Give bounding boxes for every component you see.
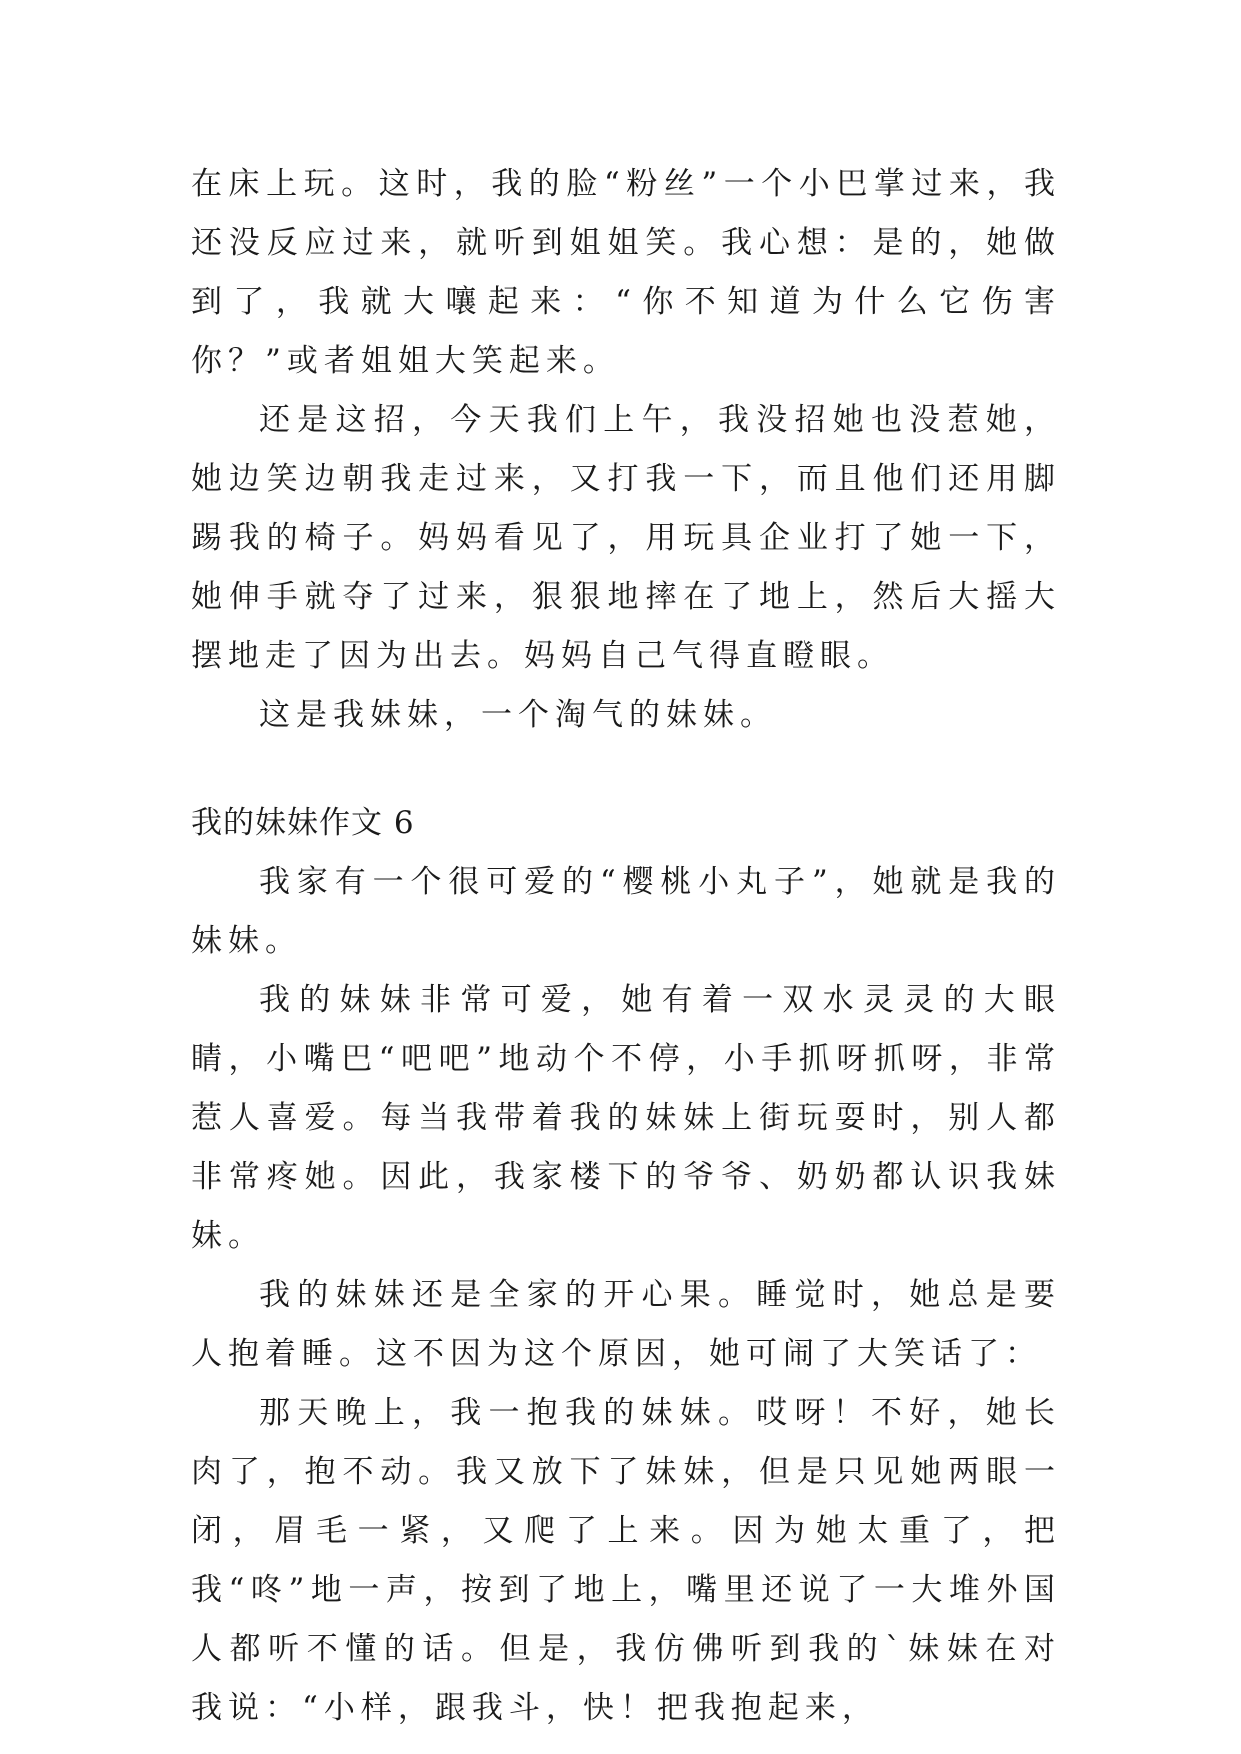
paragraph-7: 那天晚上，我一抱我的妹妹。哎呀！不好，她长肉了，抱不动。我又放下了妹妹，但是只见她两眼一闭，眉毛一紧，又爬了上来。因为她太重了，把我“咚”地一声，按到了地上，嘴里还说了一大堆外国人都听不懂的话。但是，我仿佛听到我的`妹妹在对我说：“小样，跟我斗，快！把我抱起来，	[191, 1395, 1061, 1726]
section-heading: 我的妹妹作文 6	[191, 805, 415, 841]
paragraph-4: 我家有一个很可爱的“樱桃小丸子”，她就是我的妹妹。	[191, 864, 1061, 959]
paragraph-3: 这是我妹妹，一个淘气的妹妹。	[259, 697, 777, 733]
paragraph-1: 在床上玩。这时，我的脸“粉丝”一个小巴掌过来，我还没反应过来，就听到姐姐笑。我心想：是的，她做到了，我就大嚷起来：“你不知道为什么它伤害你？”或者姐姐大笑起来。	[191, 166, 1061, 379]
paragraph-6: 我的妹妹还是全家的开心果。睡觉时，她总是要人抱着睡。这不因为这个原因，她可闹了大笑话了：	[191, 1277, 1061, 1372]
paragraph-2: 还是这招，今天我们上午，我没招她也没惹她，她边笑边朝我走过来，又打我一下，而且他们还用脚踢我的椅子。妈妈看见了，用玩具企业打了她一下，她伸手就夺了过来，狠狠地摔在了地上，然后大摇大摆地走了因为出去。妈妈自己气得直瞪眼。	[191, 402, 1061, 674]
document-body	[191, 155, 1061, 1738]
paragraph-5: 我的妹妹非常可爱，她有着一双水灵灵的大眼睛，小嘴巴“吧吧”地动个不停，小手抓呀抓呀，非常惹人喜爱。每当我带着我的妹妹上街玩耍时，别人都非常疼她。因此，我家楼下的爷爷、奶奶都认识我妹妹。	[191, 982, 1061, 1254]
